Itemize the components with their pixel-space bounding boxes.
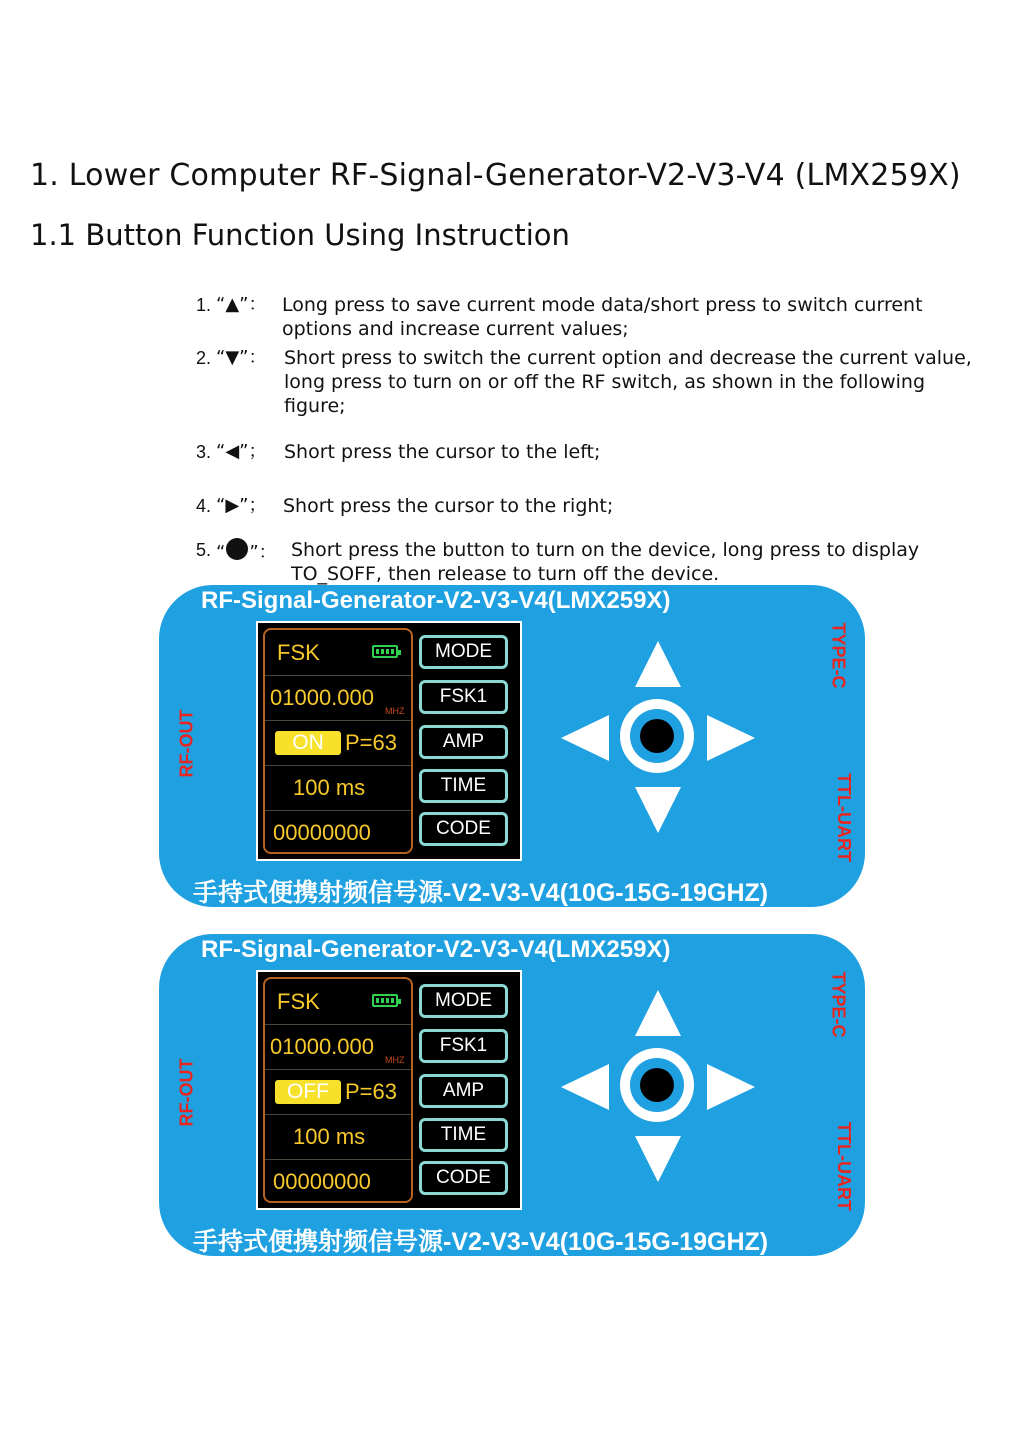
power-button[interactable] — [620, 699, 694, 773]
ttl-uart-label: TTL-UART — [833, 773, 854, 862]
type-c-label: TYPE-C — [828, 622, 849, 689]
mode-value: FSK — [277, 989, 320, 1014]
frequency-row — [265, 1024, 411, 1070]
down-arrow-icon[interactable] — [635, 787, 681, 833]
item-number: 2. — [196, 348, 212, 368]
type-c-label: TYPE-C — [828, 971, 849, 1038]
power-button-center-icon — [640, 1068, 674, 1102]
power-key — [216, 538, 277, 565]
frequency-row — [265, 675, 411, 721]
rf-out-label: RF-OUT — [176, 1058, 197, 1127]
up-arrow-key-icon: “▲”： — [216, 294, 267, 315]
up-arrow-icon[interactable] — [635, 990, 681, 1036]
page-heading: 1. Lower Computer RF-Signal-Generator-V2-V3-V4 (LMX259X) — [30, 158, 961, 193]
rf-out-label: RF-OUT — [176, 709, 197, 778]
up-arrow-icon[interactable] — [635, 641, 681, 687]
battery-icon — [372, 645, 398, 658]
item-text: Short press the button to turn on the device, long press to display TO_SOFF, then release to turn off the device. — [291, 539, 920, 585]
left-arrow-key-icon: “◀”； — [216, 441, 267, 462]
frequency-unit: MHZ — [385, 706, 405, 716]
time-row — [265, 765, 411, 811]
item-number: 3. — [196, 442, 212, 462]
section-heading: 1.1 Button Function Using Instruction — [30, 218, 570, 252]
rf-state-row — [265, 720, 411, 766]
navigation-pad — [559, 984, 759, 1194]
mode-value: FSK — [277, 640, 320, 665]
lcd-screen — [256, 970, 522, 1210]
frequency-unit: MHZ — [385, 1055, 405, 1065]
right-arrow-icon[interactable] — [707, 715, 755, 761]
navigation-pad — [559, 635, 759, 845]
panel-title: RF-Signal-Generator-V2-V3-V4(LMX259X) — [201, 587, 671, 614]
item-text: Short press to switch the current option and decrease the current value, long press to turn on or off the RF switch, as shown in the following figure; — [284, 347, 972, 417]
time-button[interactable]: TIME — [419, 769, 508, 803]
panel-footer: 手持式便携射频信号源-V2-V3-V4(10G-15G-19GHZ) — [193, 879, 769, 907]
power-button-ring — [630, 1058, 684, 1112]
power-button[interactable] — [620, 1048, 694, 1122]
code-row — [265, 810, 411, 855]
item-text: Short press the cursor to the right; — [283, 495, 614, 517]
code-button[interactable]: CODE — [419, 812, 508, 846]
power-button-circle-icon — [226, 538, 248, 560]
panel-title: RF-Signal-Generator-V2-V3-V4(LMX259X) — [201, 936, 671, 963]
code-row — [265, 1159, 411, 1204]
mode-button[interactable]: MODE — [419, 984, 508, 1018]
time-value: 100 ms — [293, 1124, 366, 1149]
rf-state-value: OFF — [287, 1080, 329, 1103]
amp-button[interactable]: AMP — [419, 1074, 508, 1108]
battery-icon — [372, 994, 398, 1007]
power-value: P=63 — [345, 730, 397, 755]
amp-button[interactable]: AMP — [419, 725, 508, 759]
device-panel-rf-off — [159, 934, 865, 1256]
rf-toggle[interactable] — [275, 731, 341, 755]
rf-state-row — [265, 1069, 411, 1115]
quote-open: “ — [216, 542, 226, 563]
frequency-value: 01000.000 — [270, 685, 374, 710]
power-button-ring — [630, 709, 684, 763]
rf-state-value: ON — [292, 731, 324, 754]
lcd-value-area — [263, 628, 413, 854]
item-number: 5. — [196, 540, 212, 560]
left-arrow-icon[interactable] — [561, 1064, 609, 1110]
time-value: 100 ms — [293, 775, 366, 800]
rf-toggle[interactable] — [275, 1080, 341, 1104]
mode-button[interactable]: MODE — [419, 635, 508, 669]
lcd-screen — [256, 621, 522, 861]
mode-row — [265, 979, 411, 1025]
right-arrow-key-icon: “▶”； — [216, 495, 267, 516]
down-arrow-icon[interactable] — [635, 1136, 681, 1182]
frequency-value: 01000.000 — [270, 1034, 374, 1059]
quote-close: ”： — [249, 542, 277, 563]
time-row — [265, 1114, 411, 1160]
lcd-value-area — [263, 977, 413, 1203]
device-panel-rf-on — [159, 585, 865, 907]
item-number: 4. — [196, 496, 212, 516]
power-button-center-icon — [640, 719, 674, 753]
item-number: 1. — [196, 295, 212, 315]
item-text: Long press to save current mode data/short press to switch current options and increase current values; — [282, 294, 923, 340]
code-button[interactable]: CODE — [419, 1161, 508, 1195]
ttl-uart-label: TTL-UART — [833, 1122, 854, 1211]
fsk1-button[interactable]: FSK1 — [419, 680, 508, 714]
right-arrow-icon[interactable] — [707, 1064, 755, 1110]
code-value: 00000000 — [273, 1169, 371, 1194]
item-text: Short press the cursor to the left; — [284, 441, 601, 463]
time-button[interactable]: TIME — [419, 1118, 508, 1152]
fsk1-button[interactable]: FSK1 — [419, 1029, 508, 1063]
code-value: 00000000 — [273, 820, 371, 845]
panel-footer: 手持式便携射频信号源-V2-V3-V4(10G-15G-19GHZ) — [193, 1228, 769, 1256]
power-value: P=63 — [345, 1079, 397, 1104]
left-arrow-icon[interactable] — [561, 715, 609, 761]
down-arrow-key-icon: “▼”： — [216, 347, 267, 368]
mode-row — [265, 630, 411, 676]
